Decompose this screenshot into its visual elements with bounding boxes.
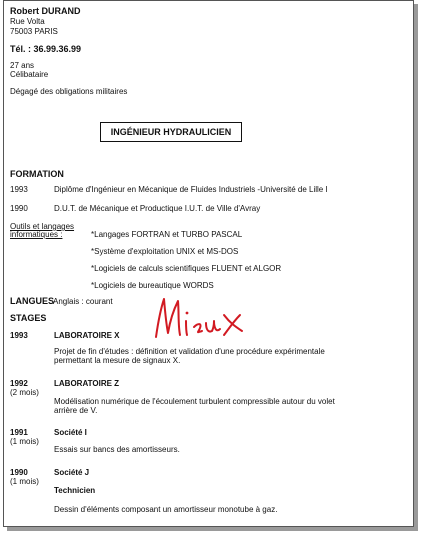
formation-text-2: D.U.T. de Mécanique et Productique I.U.T. de Ville d'Avray [54, 204, 261, 213]
formation-text-1: Diplôme d'Ingénieur en Mécanique de Fluides Industriels -Université de Lille I [54, 185, 328, 194]
langues-heading: LANGUES [10, 296, 55, 306]
tools-label-line-1: Outils et langages [10, 222, 75, 231]
stage-org-2: LABORATOIRE Z [54, 379, 120, 388]
job-title: INGÉNIEUR HYDRAULICIEN [110, 127, 232, 137]
formation-year-1: 1993 [10, 185, 28, 194]
stage-year-3: 1991 [10, 428, 28, 437]
stage-role-4: Technicien [54, 486, 96, 495]
stages-heading: STAGES [10, 313, 47, 323]
stage-desc-2b: arrière de V. [54, 406, 98, 415]
stage-org-3: Société I [54, 428, 87, 437]
stage-year-2: 1992 [10, 379, 28, 388]
age: 27 ans [10, 61, 35, 70]
stage-desc-4a: Dessin d'éléments composant un amortisseur monotube à gaz. [54, 505, 278, 514]
stage-year-1: 1993 [10, 331, 28, 340]
stage-duration-3: (1 mois) [10, 437, 39, 446]
langues-text: Anglais : courant [53, 297, 113, 306]
stage-desc-2a: Modélisation numérique de l'écoulement turbulent compressible autour du volet [54, 397, 335, 406]
tool-item-3: *Logiciels de calculs scientifiques FLUENT et ALGOR [91, 264, 282, 273]
job-title-box [100, 122, 242, 142]
candidate-name: Robert DURAND [10, 6, 81, 16]
handwritten-mieux-icon [150, 293, 250, 353]
stage-org-4: Société J [54, 468, 90, 477]
address-street: Rue Volta [10, 17, 45, 26]
formation-year-2: 1990 [10, 204, 28, 213]
stage-year-4: 1990 [10, 468, 28, 477]
marital-status: Célibataire [10, 70, 49, 79]
formation-heading: FORMATION [10, 169, 64, 179]
stage-duration-4: (1 mois) [10, 477, 39, 486]
stage-duration-2: (2 mois) [10, 388, 39, 397]
cv-page [3, 0, 414, 527]
phone-number: Tél. : 36.99.36.99 [10, 44, 82, 54]
stage-org-1: LABORATOIRE X [54, 331, 120, 340]
tool-item-4: *Logiciels de bureautique WORDS [91, 281, 214, 290]
stage-desc-1b: permettant la mesure de signaux X. [54, 356, 181, 365]
stage-desc-3a: Essais sur bancs des amortisseurs. [54, 445, 180, 454]
military-status: Dégagé des obligations militaires [10, 87, 128, 96]
tool-item-2: *Système d'exploitation UNIX et MS-DOS [91, 247, 239, 256]
stage-desc-1a: Projet de fin d'études : définition et validation d'une procédure expérimentale [54, 347, 325, 356]
tools-label-line-2: informatiques : [10, 230, 63, 239]
address-city: 75003 PARIS [10, 27, 58, 36]
tool-item-1: *Langages FORTRAN et TURBO PASCAL [91, 230, 243, 239]
